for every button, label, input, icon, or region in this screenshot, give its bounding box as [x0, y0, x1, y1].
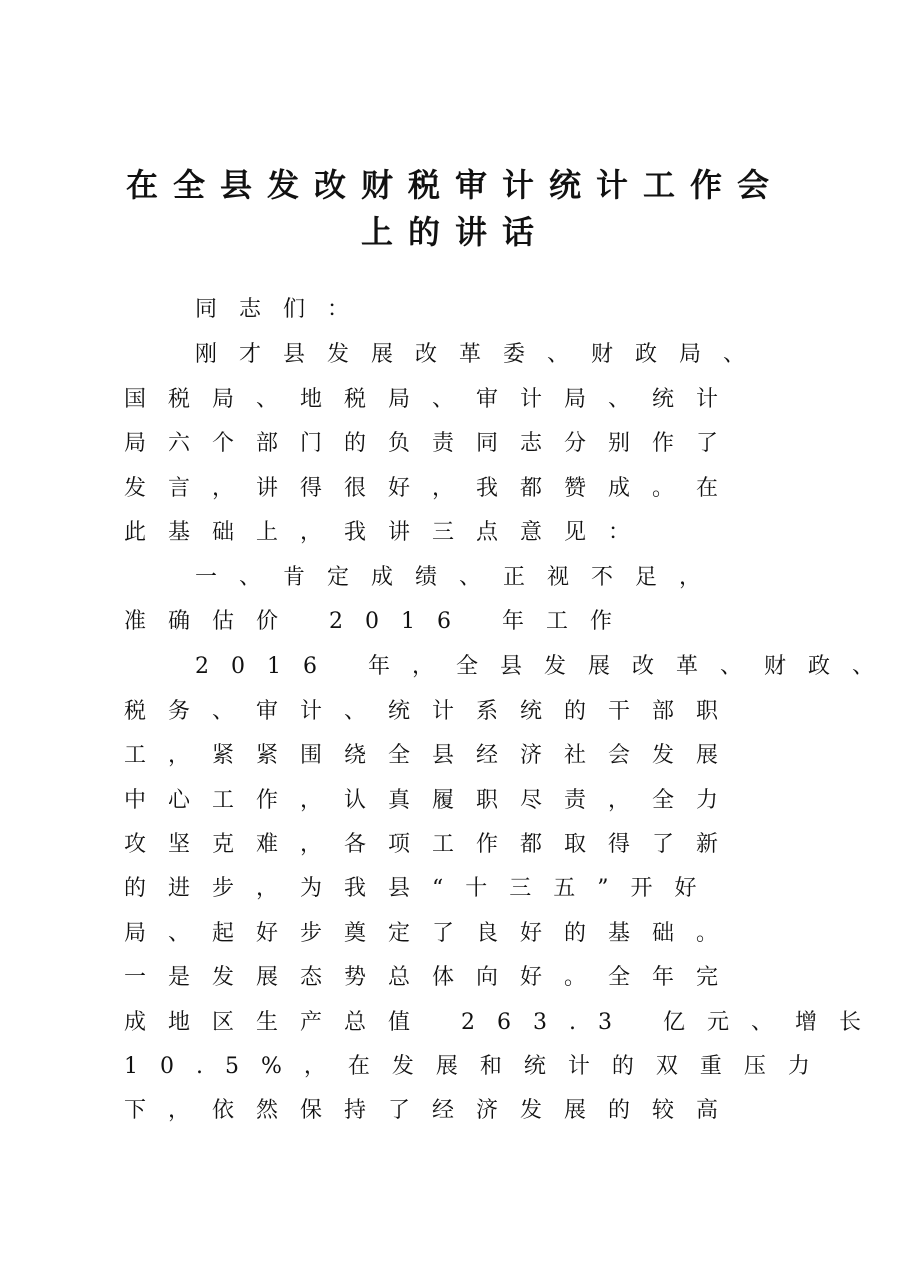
paragraph-line: 一是发展态势总体向好。全年完 [124, 965, 741, 990]
paragraph-line: 此基础上，我讲三点意见： [124, 520, 653, 545]
paragraph-line: 成地区生产总值 263.3 亿元、增长 [124, 1010, 883, 1035]
paragraph-line: 发言，讲得很好，我都赞成。在 [124, 476, 741, 501]
paragraph-line: 10.5%，在发展和统计的双重压力 [124, 1054, 832, 1079]
section-heading-line: 一、肯定成绩、正视不足， [195, 565, 724, 590]
section-heading-line: 准确估价 2016 年工作 [124, 609, 634, 634]
paragraph-line: 局六个部门的负责同志分别作了 [124, 431, 741, 456]
paragraph-line: 国税局、地税局、审计局、统计 [124, 387, 741, 412]
paragraph-line: 局、起好步奠定了良好的基础。 [124, 921, 741, 946]
paragraph-line: 刚才县发展改革委、财政局、 [195, 342, 768, 367]
paragraph-line: 税务、审计、统计系统的干部职 [124, 699, 741, 724]
salutation: 同志们： [195, 297, 372, 322]
paragraph-line: 2016 年，全县发展改革、财政、 [195, 654, 896, 679]
paragraph-line: 的进步，为我县“十三五”开好 [124, 876, 719, 901]
paragraph-line: 下，依然保持了经济发展的较高 [124, 1098, 741, 1123]
document-title-line-1: 在全县发改财税审计统计工作会 [125, 166, 784, 204]
document-title-line-2: 上的讲话 [360, 213, 549, 251]
paragraph-line: 工，紧紧围绕全县经济社会发展 [124, 743, 741, 768]
paragraph-line: 中心工作，认真履职尽责，全力 [124, 788, 741, 813]
paragraph-line: 攻坚克难，各项工作都取得了新 [124, 832, 741, 857]
